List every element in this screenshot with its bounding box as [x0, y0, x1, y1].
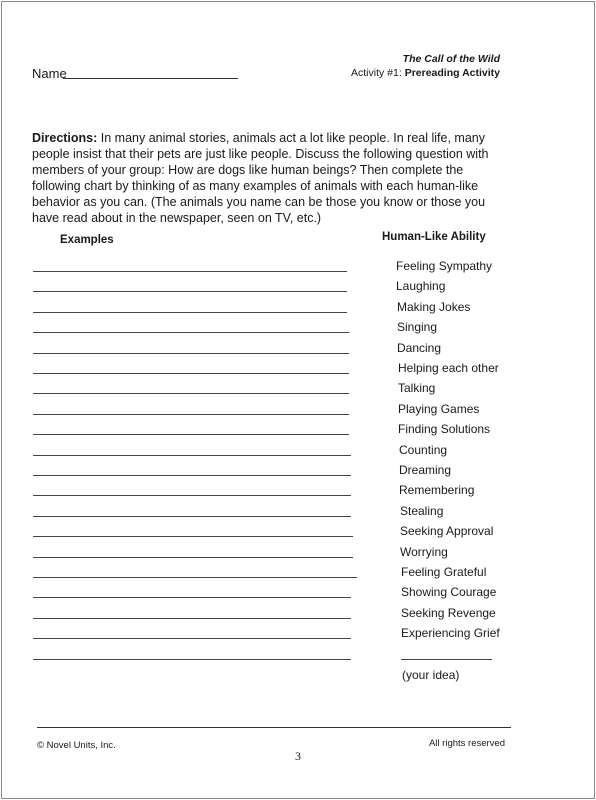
directions	[32, 130, 512, 226]
ability-item: Showing Courage	[401, 585, 497, 600]
example-answer-line[interactable]	[33, 597, 351, 598]
example-answer-line[interactable]	[33, 353, 349, 354]
page-border	[1, 1, 595, 799]
example-answer-line[interactable]	[33, 271, 347, 272]
activity-name: Prereading Activity	[404, 67, 500, 79]
example-answer-line[interactable]	[33, 557, 353, 558]
ability-item: Stealing	[400, 503, 444, 518]
ability-item: Experiencing Grief	[401, 626, 500, 641]
ability-item: Counting	[399, 442, 448, 457]
ability-item: Making Jokes	[397, 299, 471, 314]
book-title: The Call of the Wild	[402, 53, 500, 65]
name-field[interactable]	[63, 78, 238, 79]
ability-item: Feeling Sympathy	[396, 259, 493, 273]
your-idea-field[interactable]	[401, 659, 492, 660]
directions-text: In many animal stories, animals act a lot like people. In real life, many people insist that their pets are just like people. Discuss the following question with members of your group: How are dogs like human beings? Then complete the following chart by thinking of as many examples of animals with each human-like behavior as you can. (The animals you name can be those you know or those you have read about in the newspaper, seen on TV, etc.)	[32, 131, 489, 225]
example-answer-line[interactable]	[33, 291, 347, 292]
example-answer-line[interactable]	[33, 332, 349, 333]
ability-item: Helping each other	[398, 361, 499, 375]
example-answer-line[interactable]	[33, 434, 349, 435]
ability-header: Human-Like Ability	[382, 231, 486, 243]
ability-item: Seeking Approval	[400, 524, 494, 539]
example-answer-line[interactable]	[33, 638, 351, 639]
ability-item: Seeking Revenge	[401, 605, 496, 620]
example-answer-line[interactable]	[33, 536, 353, 537]
example-answer-line[interactable]	[33, 516, 351, 517]
example-answer-line[interactable]	[33, 577, 357, 578]
example-answer-line[interactable]	[33, 659, 351, 660]
ability-item: Remembering	[399, 483, 475, 498]
example-answer-line[interactable]	[33, 373, 349, 374]
example-answer-line[interactable]	[33, 495, 351, 496]
example-answer-line[interactable]	[33, 455, 351, 456]
ability-item: Laughing	[396, 279, 446, 294]
example-answer-line[interactable]	[33, 312, 347, 313]
copyright: © Novel Units, Inc.	[37, 740, 116, 751]
ability-item: Dancing	[397, 340, 442, 355]
activity-prefix: Activity #1:	[351, 67, 405, 79]
name-label: Name	[32, 66, 67, 81]
activity-title	[351, 67, 500, 79]
ability-item: Worrying	[400, 544, 448, 559]
your-idea-label: (your idea)	[402, 668, 460, 682]
directions-label: Directions:	[32, 131, 98, 145]
example-answer-line[interactable]	[33, 618, 351, 619]
rights-reserved: All rights reserved	[428, 738, 505, 749]
ability-item: Dreaming	[399, 463, 452, 477]
example-answer-line[interactable]	[33, 475, 351, 476]
ability-item: Feeling Grateful	[401, 565, 487, 579]
footer-divider	[37, 727, 511, 728]
page-number: 3	[295, 749, 301, 763]
ability-item: Talking	[398, 381, 436, 396]
examples-header: Examples	[60, 234, 114, 246]
ability-item: Finding Solutions	[398, 422, 491, 437]
example-answer-line[interactable]	[33, 393, 349, 394]
example-answer-line[interactable]	[33, 414, 349, 415]
ability-item: Singing	[397, 320, 438, 335]
ability-item: Playing Games	[398, 401, 480, 416]
